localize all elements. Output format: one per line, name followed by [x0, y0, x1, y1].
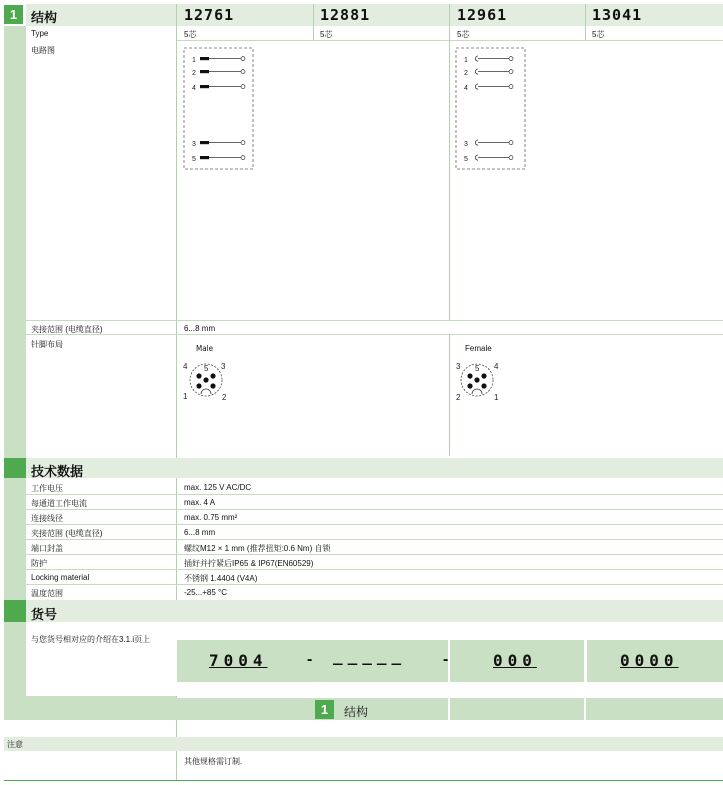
pin-terminal [241, 85, 245, 89]
notes-text: 其他规格需订制. [184, 757, 243, 766]
pin-label: 1 [192, 57, 196, 64]
part-number-4: 13041 [592, 6, 643, 24]
column-divider [449, 334, 450, 456]
order-code-segment-2: _____ [333, 646, 407, 665]
divider [26, 320, 723, 321]
circuit-diagram-female [455, 47, 527, 171]
clamp-value: 6...8 mm [184, 324, 216, 333]
notes-label: 注意 [7, 740, 23, 749]
divider [26, 569, 723, 570]
male-pin-3: 3 [221, 362, 226, 371]
order-header-bar [26, 600, 723, 622]
pinout-label: 针脚布局 [31, 340, 63, 349]
tech-label-cap: 端口封盖 [31, 544, 63, 553]
clamp-label: 夹接范围 (电缆直径) [31, 325, 103, 334]
pin-contact [200, 85, 209, 88]
pin-label: 5 [192, 156, 196, 163]
tech-value-current: max. 4 A [184, 498, 216, 507]
tech-label-voltage: 工作电压 [31, 484, 63, 493]
divider [26, 494, 723, 495]
part-number-2: 12881 [320, 6, 371, 24]
female-title: Female [465, 344, 492, 353]
pin-label: 5 [464, 156, 468, 163]
column-divider [313, 4, 314, 40]
tech-label-current: 每通道工作电流 [31, 499, 87, 508]
female-pin-4: 4 [494, 362, 499, 371]
socket-contact [475, 84, 478, 89]
socket-contact [475, 56, 478, 61]
left-sidebar [4, 26, 26, 696]
order-footer-title: 结构 [344, 705, 369, 719]
part-number-1: 12761 [184, 6, 235, 24]
divider [26, 334, 723, 335]
socket-contact [475, 155, 478, 160]
pin-terminal [241, 57, 245, 61]
tech-header-bar [26, 458, 723, 478]
tech-label-wire: 连接线径 [31, 514, 63, 523]
tech-value-voltage: max. 125 V AC/DC [184, 483, 252, 492]
tech-value-cap: 螺纹M12 × 1 mm (推荐扭矩:0.6 Nm) 自锁 [184, 544, 331, 553]
pin-label: 3 [192, 141, 196, 148]
pin-label: 4 [192, 85, 196, 92]
divider [26, 554, 723, 555]
tech-section-marker [4, 458, 26, 478]
female-pin-3: 3 [456, 362, 461, 371]
pin-terminal [509, 156, 513, 160]
order-intro: 与您货号相对应的介绍在3.1.i页上 [31, 635, 151, 644]
notes-header-bar [4, 737, 723, 751]
male-pin-5: 5 [204, 364, 209, 373]
tech-title: 技术数据 [31, 464, 84, 479]
divider [26, 584, 723, 585]
pin-label: 1 [464, 57, 468, 64]
type-value-3: 5芯 [457, 30, 470, 39]
female-pin-5: 5 [475, 364, 480, 373]
pin-terminal [241, 141, 245, 145]
pin-contact [200, 70, 209, 73]
male-title: Male [196, 344, 214, 353]
pin-label: 3 [464, 141, 468, 148]
type-value-1: 5芯 [184, 30, 197, 39]
column-divider [449, 4, 450, 320]
divider [26, 539, 723, 540]
order-code-dash-1: - [307, 651, 313, 668]
socket-contact [475, 140, 478, 145]
tech-value-temperature: -25...+85 °C [184, 588, 227, 597]
tech-value-locking: 不锈钢 1.4404 (V4A) [184, 574, 258, 583]
tech-value-protection: 插好并拧紧后IP65 & IP67(EN60529) [184, 559, 314, 568]
order-code-segment-1: 7004 [209, 651, 268, 670]
female-pin-2: 2 [456, 393, 461, 402]
order-title: 货号 [31, 607, 58, 622]
type-label: Type [31, 29, 49, 38]
pin-terminal [241, 70, 245, 74]
tech-label-protection: 防护 [31, 559, 47, 568]
socket-contact [475, 69, 478, 74]
section-title: 结构 [31, 10, 58, 25]
order-code-segment-3: 000 [493, 651, 537, 670]
pin-terminal [509, 141, 513, 145]
divider [26, 509, 723, 510]
pin-contact [200, 57, 209, 60]
order-code-dash-2: - [443, 651, 449, 668]
pin-contact [200, 141, 209, 144]
pin-contact [200, 156, 209, 159]
section-number-badge: 1 [4, 5, 23, 24]
divider [26, 524, 723, 525]
male-pin-1: 1 [183, 392, 188, 401]
male-pin-4: 4 [183, 362, 188, 371]
tech-label-locking: Locking material [31, 573, 90, 582]
pin-label: 2 [464, 70, 468, 77]
pin-terminal [509, 85, 513, 89]
tech-value-clamp: 6...8 mm [184, 528, 216, 537]
pin-terminal [509, 70, 513, 74]
part-number-3: 12961 [457, 6, 508, 24]
tech-label-clamp: 夹接范围 (电缆直径) [31, 529, 103, 538]
order-footer-separator [584, 698, 586, 720]
order-section-marker [4, 600, 26, 622]
order-code-segment-4: 0000 [620, 651, 679, 670]
pin-label: 2 [192, 70, 196, 77]
female-pin-1: 1 [494, 393, 499, 402]
type-value-2: 5芯 [320, 30, 333, 39]
left-sidebar-footer [4, 696, 176, 720]
pin-terminal [509, 57, 513, 61]
male-pin-2: 2 [222, 393, 227, 402]
pin-label: 4 [464, 85, 468, 92]
order-footer-separator [448, 698, 450, 720]
tech-value-wire: max. 0.75 mm² [184, 513, 238, 522]
circuit-diagram-male [183, 47, 255, 171]
divider [4, 780, 723, 781]
circuit-label: 电路图 [31, 46, 55, 55]
order-footer-number: 1 [315, 700, 334, 719]
tech-label-temperature: 温度范围 [31, 589, 63, 598]
column-divider [585, 4, 586, 40]
pin-terminal [241, 156, 245, 160]
type-value-4: 5芯 [592, 30, 605, 39]
